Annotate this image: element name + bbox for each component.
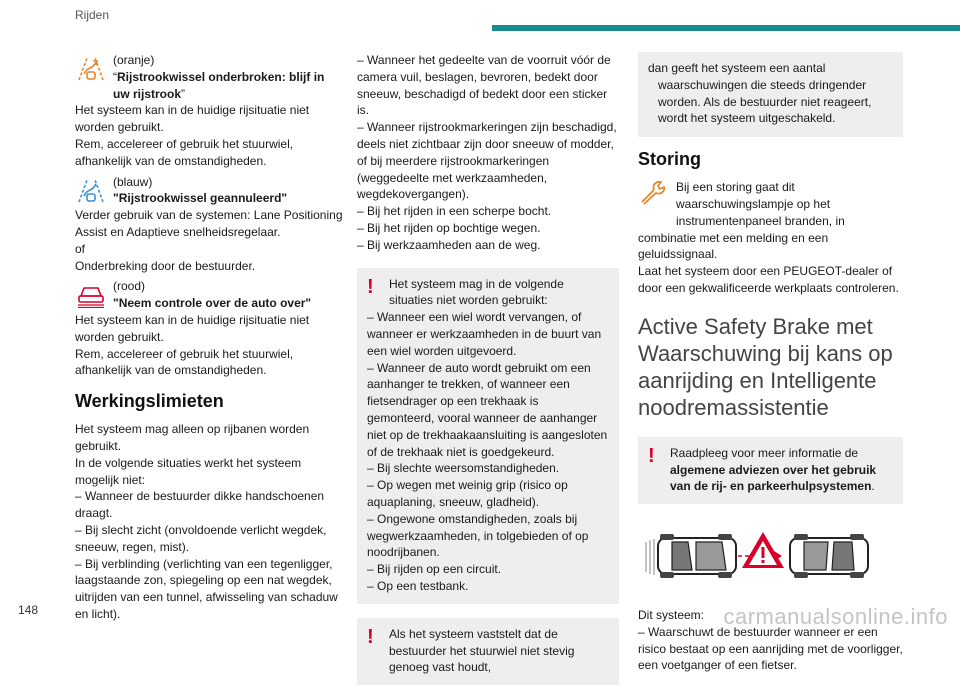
warning1-item: – Bij slechte weersomstandigheden. — [367, 461, 560, 476]
asb-warn-bold: algemene adviezen over het gebruik van de rij- en parkeerhulpsystemen — [670, 462, 877, 494]
limits-item: – Bij verblinding (verlichting van een tegenligger, laagstaande zon, spiegeling op een nat wegdek, uitrijden van een tunnel, afwisseling van schaduw en licht). — [75, 556, 338, 621]
warning-exclamation-icon: ! — [648, 444, 655, 467]
warning2-text: Als het systeem vaststelt dat de bestuurder het stuurwiel niet stevig genoeg vast houdt, — [389, 626, 575, 675]
orange-status-text: Rijstrookwissel onderbroken: blijf in uw rijstrook — [113, 69, 325, 101]
front-car-icon — [790, 534, 868, 578]
asb-title — [638, 313, 903, 421]
blue-color-label: (blauw) — [113, 174, 153, 189]
red-status-text: "Neem controle over de auto over" — [113, 296, 312, 311]
limits-intro2: In de volgende situaties werkt het systeem mogelijk niet: — [75, 455, 302, 487]
limits-item: – Bij werkzaamheden aan de weg. — [357, 237, 541, 252]
limits-item: – Bij het rijden in een scherpe bocht. — [357, 204, 552, 219]
blue-status-text: "Rijstrookwissel geannuleerd" — [113, 191, 288, 206]
warning1-item: – Op een testbank. — [367, 578, 469, 593]
take-control-red-icon — [75, 282, 107, 308]
orange-status-block: (oranje) “Rijstrookwissel onderbroken: blijf in uw rijstrook” — [75, 52, 343, 102]
asb-item1: – Waarschuwt de bestuurder wanneer er een risico bestaat op een aanrijding met de voorligger, een voetganger of een fietser. — [638, 624, 903, 673]
header-title: Rijden — [75, 8, 110, 22]
column-right — [638, 52, 903, 674]
warning1-item: – Wanneer de auto wordt gebruikt om een aanhanger te trekken, of wanneer een fietsendrager op een trekhaak is gemonteerd, vooral wanneer de aanhanger niet op de trekhaakaansluiting is aangesloten of de trekhaak niet is goedgekeurd. — [367, 360, 608, 459]
blue-line3: Onderbreking door de bestuurder. — [75, 258, 256, 273]
red-color-label: (rood) — [113, 279, 146, 294]
asb-title-line: noodremassistentie — [638, 394, 829, 420]
orange-line1: Het systeem kan in de huidige rijsituatie niet worden gebruikt. — [75, 103, 310, 135]
limits-heading: Werkingslimieten — [75, 391, 224, 412]
red-line2: Rem, accelereer of gebruik het stuurwiel, afhankelijk van de omstandigheden. — [75, 346, 294, 378]
limits-item: – Wanneer rijstrookmarkeringen zijn beschadigd, deels niet zichtbaar zijn door sneeuw of modder, of bij meerdere rijstrookmarkeringen (weggedeelte met werkzaamheden, wegdekovergangen). — [357, 120, 617, 202]
red-status-block — [75, 278, 343, 312]
red-line1: Het systeem kan in de huidige rijsituatie niet worden gebruikt. — [75, 312, 310, 344]
asb-warn-end: . — [871, 479, 875, 494]
orange-color-label: (oranje) — [113, 53, 155, 67]
asb-title-line: Waarschuwing bij kans op — [638, 340, 893, 366]
orange-line2: Rem, accelereer of gebruik het stuurwiel, afhankelijk van de omstandigheden. — [75, 136, 294, 168]
warning-exclamation-icon: ! — [367, 625, 374, 648]
rear-car-icon — [658, 534, 736, 578]
limits-item: – Wanneer de bestuurder dikke handschoenen draagt. — [75, 489, 325, 521]
asb-warning-box — [638, 437, 903, 504]
warning1-item: – Op wegen met weinig grip (risico op aquaplaning, sneeuw, gladheid). — [367, 478, 568, 509]
limits-item: – Wanneer het gedeelte van de voorruit vóór de camera vuil, beslagen, bevroren, bedekt door sneeuw, beschadigd of bedekt door een sticker is. — [357, 53, 611, 118]
blue-line2: of — [75, 241, 86, 256]
asb-title-line: aanrijding en Intelligente — [638, 367, 877, 393]
warning1-intro: Het systeem mag in de volgende situaties niet worden gebruikt: — [389, 276, 564, 308]
watermark: carmanualsonline.info — [723, 604, 948, 629]
warning-box-not-use — [357, 268, 619, 604]
lane-change-blue-icon — [75, 178, 107, 204]
continued-warning-box — [638, 52, 903, 137]
storing-heading: Storing — [638, 149, 701, 170]
limits-item: – Bij het rijden op bochtige wegen. — [357, 220, 541, 235]
limits-intro1: Het systeem mag alleen op rijbanen worden gebruikt. — [75, 422, 310, 453]
storing-block — [638, 179, 903, 229]
storing-text1: Bij een storing gaat dit waarschuwingslampje op het instrumentenpaneel branden, in — [676, 180, 845, 228]
asb-title-line: Active Safety Brake met — [638, 313, 873, 339]
limits-item: – Bij slecht zicht (onvoldoende verlicht wegdek, sneeuw, regen, mist). — [75, 522, 327, 554]
continued-line2: waarschuwingen die steeds dringender worden. Als de bestuurder niet reageert, wordt het systeem uitgeschakeld. — [658, 77, 872, 126]
blue-status-block — [75, 174, 343, 208]
storing-text3: Laat het systeem door een PEUGEOT-dealer of door een gekwalificeerde werkplaats controleren. — [638, 264, 899, 295]
warning-exclamation-icon: ! — [367, 275, 374, 298]
column-middle — [357, 52, 619, 685]
asb-warn-text: Raadpleeg voor meer informatie de — [670, 445, 859, 460]
warning1-item: – Bij rijden op een circuit. — [367, 562, 502, 577]
page-number: 148 — [18, 603, 39, 617]
lane-change-orange-icon — [75, 56, 107, 82]
collision-warning-illustration — [638, 526, 888, 584]
warning-box-steering — [357, 618, 619, 685]
asb-dit-systeem: Dit systeem: — [638, 607, 705, 622]
storing-text2: combinatie met een melding en een geluidssignaal. — [638, 230, 829, 262]
warning-triangle-icon — [742, 532, 784, 568]
blue-line1: Verder gebruik van de systemen: Lane Positioning Assist en Adaptieve snelheidsregelaar. — [75, 208, 343, 239]
warning1-item: – Wanneer een wiel wordt vervangen, of wanneer er werkzaamheden in de buurt van een wiel worden uitgevoerd. — [367, 310, 602, 358]
wrench-warning-icon — [638, 179, 670, 205]
continued-line1: dan geeft het systeem een aantal — [648, 61, 826, 75]
header-accent-bar — [492, 25, 960, 31]
warning1-item: – Ongewone omstandigheden, zoals bij wegwerkzaamheden, in tolgebieden of op noodrijbanen. — [367, 511, 589, 560]
column-left — [75, 52, 343, 623]
